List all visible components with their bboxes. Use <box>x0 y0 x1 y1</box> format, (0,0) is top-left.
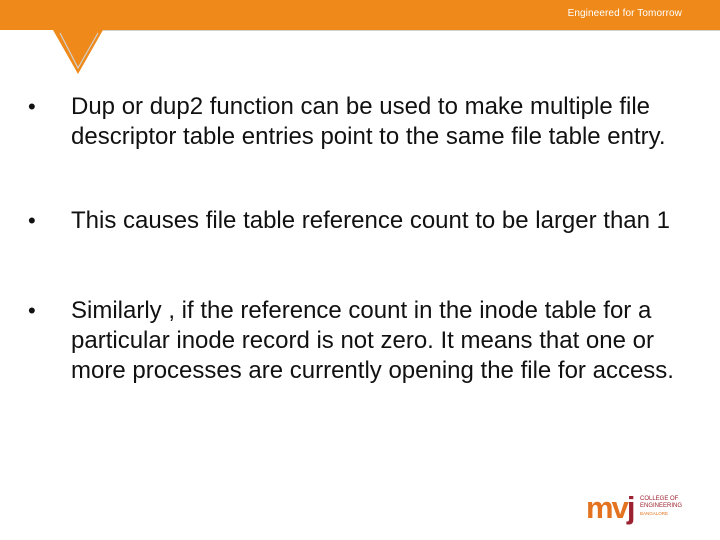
bullet-list <box>28 92 688 386</box>
bullet-item <box>28 206 688 236</box>
header-tagline: Engineered for Tomorrow <box>567 8 682 19</box>
logo-line-1: COLLEGE OF <box>640 496 679 502</box>
bullet-text: This causes file table reference count to be larger than 1 <box>71 207 671 234</box>
bullet-item <box>28 92 688 152</box>
bullet-text: Similarly , if the reference count in the inode table for a particular inode record is not zero. It means that one or more processes are currently opening the file for access. <box>71 297 674 384</box>
logo-mark-j: j <box>626 490 634 525</box>
logo-text <box>640 496 682 517</box>
logo-mark <box>586 492 633 524</box>
logo-mark-mv: mv <box>586 490 627 525</box>
college-logo <box>586 492 690 526</box>
bullet-marker: • <box>28 298 36 323</box>
bullet-marker: • <box>28 94 36 119</box>
logo-line-2: ENGINEERING <box>640 503 683 509</box>
bullet-marker: • <box>28 208 36 233</box>
bullet-text: Dup or dup2 function can be used to make multiple file descriptor table entries point to the same file table entry. <box>71 93 666 150</box>
logo-line-3: BANGALORE <box>640 511 669 516</box>
bullet-item <box>28 296 688 386</box>
